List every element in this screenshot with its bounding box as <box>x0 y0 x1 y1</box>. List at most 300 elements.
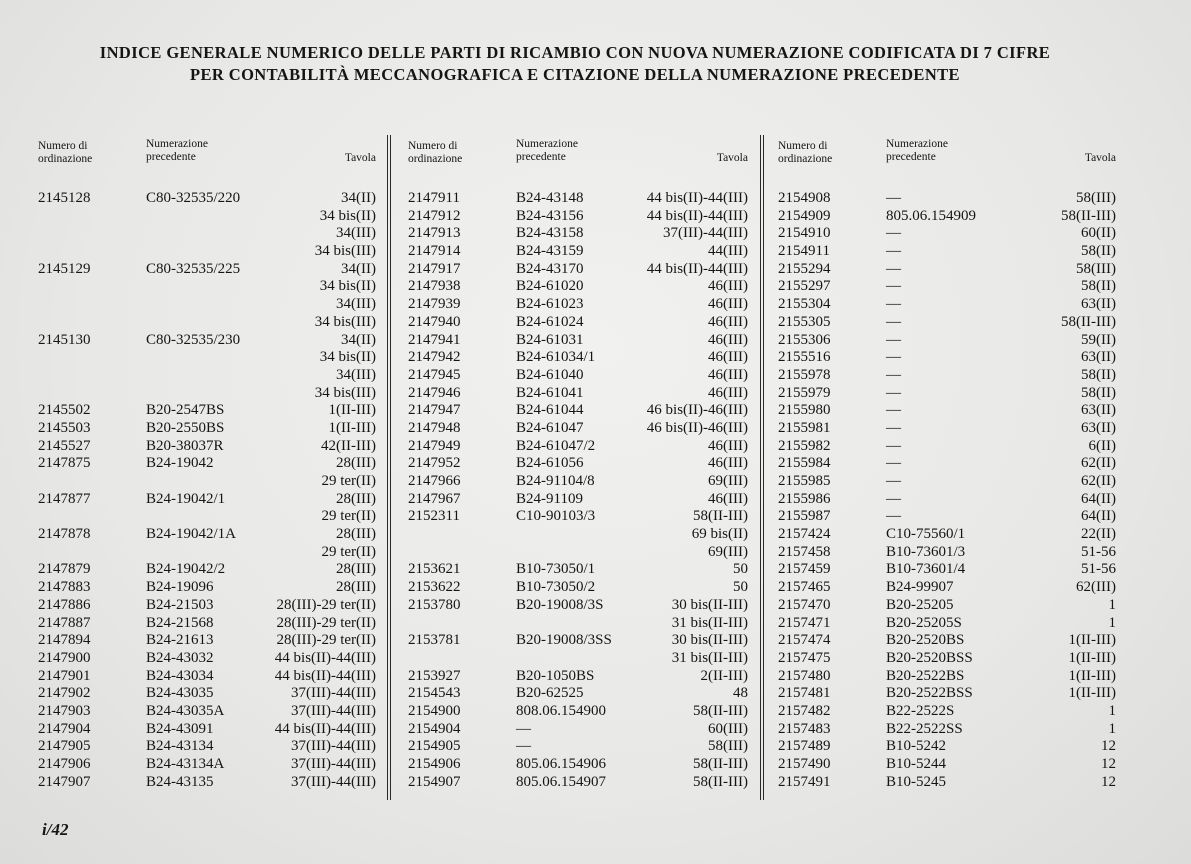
table-row <box>408 703 748 721</box>
order-number-cell: 2155978 <box>778 366 831 383</box>
table-row <box>778 349 1116 367</box>
table-row <box>38 385 376 403</box>
table-row <box>38 420 376 438</box>
table-row <box>408 668 748 686</box>
table-row <box>408 420 748 438</box>
table-row <box>408 349 748 367</box>
tavola-cell: 28(III) <box>336 526 376 543</box>
tavola-cell: 6(II) <box>1088 437 1116 454</box>
table-row <box>778 296 1116 314</box>
tavola-cell: 46(III) <box>708 455 748 472</box>
tavola-cell: 37(III)-44(III) <box>291 738 376 755</box>
order-number-cell: 2154906 <box>408 756 461 772</box>
table-row <box>408 296 748 314</box>
tavola-cell: 46 bis(II)-46(III) <box>646 402 748 419</box>
table-row <box>38 668 376 686</box>
previous-number-cell: B24-43148 <box>516 190 584 206</box>
table-row <box>778 685 1116 703</box>
previous-number-cell: B24-61031 <box>516 331 584 348</box>
previous-number-cell: B20-25205S <box>886 614 962 631</box>
previous-number-cell: B24-19042/1A <box>146 526 236 543</box>
header-ordinazione: Numero di ordinazione <box>38 140 93 165</box>
table-row <box>778 455 1116 473</box>
table-row <box>38 561 376 579</box>
table-row <box>38 615 376 633</box>
table-row <box>408 544 748 562</box>
order-number-cell: 2145503 <box>38 419 91 436</box>
order-number-cell: 2157480 <box>778 667 831 684</box>
previous-number-cell: B24-19042/2 <box>146 561 226 578</box>
tavola-cell: 28(III) <box>336 455 376 472</box>
tavola-cell: 30 bis(II-III) <box>671 632 748 649</box>
tavola-cell: 44 bis(II)-44(III) <box>274 667 376 684</box>
table-row <box>778 738 1116 756</box>
previous-number-cell: B24-43035A <box>146 702 225 719</box>
table-row <box>778 402 1116 420</box>
order-number-cell: 2147942 <box>408 349 461 366</box>
order-number-cell: 2157482 <box>778 702 831 719</box>
order-number-cell: 2147906 <box>38 756 91 772</box>
previous-number-cell: B24-43170 <box>516 260 584 277</box>
order-number-cell: 2147911 <box>408 190 460 206</box>
order-number-cell: 2157465 <box>778 579 831 596</box>
table-row <box>408 225 748 243</box>
tavola-cell: 63(II) <box>1081 419 1116 436</box>
previous-number-cell: — <box>886 437 901 454</box>
tavola-cell: 34 bis(II) <box>319 349 376 366</box>
table-row <box>38 685 376 703</box>
previous-number-cell: B24-61047/2 <box>516 437 596 454</box>
tavola-cell: 1(II-III) <box>1068 667 1116 684</box>
tavola-cell: 59(II) <box>1081 331 1116 348</box>
order-number-cell: 2157489 <box>778 738 831 755</box>
previous-number-cell: B20-2550BS <box>146 419 225 436</box>
tavola-cell: 29 ter(II) <box>321 473 376 489</box>
previous-number-cell: B22-2522S <box>886 702 955 719</box>
column-separator <box>387 135 391 800</box>
tavola-cell: 62(II) <box>1081 473 1116 489</box>
previous-number-cell: — <box>886 490 901 507</box>
tavola-cell: 60(III) <box>708 720 748 737</box>
table-row <box>408 261 748 279</box>
previous-number-cell: B20-19008/3SS <box>516 632 612 649</box>
order-number-cell: 2155297 <box>778 278 831 295</box>
order-number-cell: 2155306 <box>778 331 831 348</box>
previous-number-cell: — <box>886 278 901 295</box>
page-number: i/42 <box>42 820 69 839</box>
tavola-cell: 34(II) <box>341 331 376 348</box>
tavola-cell: 37(III)-44(III) <box>291 685 376 702</box>
order-number-cell: 2147912 <box>408 207 461 224</box>
order-number-cell: 2153927 <box>408 667 461 684</box>
previous-number-cell: C10-75560/1 <box>886 526 966 543</box>
table-row <box>408 402 748 420</box>
previous-number-cell: — <box>886 366 901 383</box>
order-number-cell: 2155304 <box>778 296 831 313</box>
order-number-cell: 2147938 <box>408 278 461 295</box>
table-row <box>408 243 748 261</box>
table-row <box>778 703 1116 721</box>
previous-number-cell: — <box>886 243 901 260</box>
order-number-cell: 2157458 <box>778 543 831 560</box>
previous-number-cell: B24-43134A <box>146 756 225 772</box>
previous-number-cell: B10-5244 <box>886 756 946 772</box>
tavola-cell: 63(II) <box>1081 349 1116 366</box>
previous-number-cell: B20-2520BSS <box>886 649 973 666</box>
order-number-cell: 2155305 <box>778 313 831 330</box>
previous-number-cell: — <box>886 190 901 206</box>
header-precedente: Numerazione precedente <box>516 138 578 163</box>
table-row <box>778 367 1116 385</box>
order-number-cell: 2145130 <box>38 331 91 348</box>
order-number-cell: 2147949 <box>408 437 461 454</box>
order-number-cell: 2153780 <box>408 596 461 613</box>
order-number-cell: 2157475 <box>778 649 831 666</box>
tavola-cell: 34(III) <box>336 225 376 242</box>
table-row <box>408 455 748 473</box>
order-number-cell: 2155986 <box>778 490 831 507</box>
tavola-cell: 1 <box>1108 596 1116 613</box>
order-number-cell: 2157459 <box>778 561 831 578</box>
table-row <box>38 261 376 279</box>
previous-number-cell: — <box>886 349 901 366</box>
tavola-cell: 63(II) <box>1081 296 1116 313</box>
previous-number-cell: C80-32535/225 <box>146 260 241 277</box>
previous-number-cell: 808.06.154900 <box>516 702 606 719</box>
table-row <box>408 632 748 650</box>
table-row <box>778 561 1116 579</box>
table-row <box>38 579 376 597</box>
order-number-cell: 2147905 <box>38 738 91 755</box>
table-row <box>778 579 1116 597</box>
order-number-cell: 2145502 <box>38 402 91 419</box>
previous-number-cell: B10-73050/1 <box>516 561 596 578</box>
table-row <box>38 402 376 420</box>
tavola-cell: 46(III) <box>708 278 748 295</box>
order-number-cell: 2157474 <box>778 632 831 649</box>
order-number-cell: 2147947 <box>408 402 461 419</box>
table-row <box>408 491 748 509</box>
previous-number-cell: B24-61044 <box>516 402 584 419</box>
tavola-cell: 34(III) <box>336 296 376 313</box>
previous-number-cell: C80-32535/230 <box>146 331 241 348</box>
table-row <box>778 208 1116 226</box>
table-row <box>408 615 748 633</box>
previous-number-cell: B24-91109 <box>516 490 583 507</box>
order-number-cell: 2157490 <box>778 756 831 772</box>
tavola-cell: 44 bis(II)-44(III) <box>274 720 376 737</box>
table-row <box>408 367 748 385</box>
tavola-cell: 46 bis(II)-46(III) <box>646 419 748 436</box>
table-row <box>38 190 376 208</box>
order-number-cell: 2157491 <box>778 773 831 790</box>
table-row <box>778 438 1116 456</box>
order-number-cell: 2145129 <box>38 260 91 277</box>
table-row <box>778 332 1116 350</box>
order-number-cell: 2147914 <box>408 243 461 260</box>
order-number-cell: 2145128 <box>38 190 91 206</box>
table-row <box>778 650 1116 668</box>
previous-number-cell: B24-19042 <box>146 455 214 472</box>
order-number-cell: 2147913 <box>408 225 461 242</box>
table-row <box>778 385 1116 403</box>
previous-number-cell: B24-21503 <box>146 596 214 613</box>
table-row <box>408 561 748 579</box>
table-column-2 <box>408 138 748 791</box>
table-column-3 <box>778 138 1116 791</box>
order-number-cell: 2147967 <box>408 490 461 507</box>
tavola-cell: 58(II-III) <box>693 756 748 772</box>
header-precedente: Numerazione precedente <box>886 138 948 163</box>
previous-number-cell: B24-43156 <box>516 207 584 224</box>
order-number-cell: 2154907 <box>408 773 461 790</box>
tavola-cell: 12 <box>1101 738 1116 755</box>
tavola-cell: 46(III) <box>708 366 748 383</box>
order-number-cell: 2157481 <box>778 685 831 702</box>
tavola-cell: 28(III) <box>336 561 376 578</box>
previous-number-cell: B24-61020 <box>516 278 584 295</box>
previous-number-cell: 805.06.154909 <box>886 207 976 224</box>
tavola-cell: 1(II-III) <box>328 419 376 436</box>
tavola-cell: 12 <box>1101 756 1116 772</box>
order-number-cell: 2155987 <box>778 508 831 525</box>
previous-number-cell: B24-61047 <box>516 419 584 436</box>
order-number-cell: 2157424 <box>778 526 831 543</box>
tavola-cell: 58(II-III) <box>693 702 748 719</box>
previous-number-cell: B24-43158 <box>516 225 584 242</box>
previous-number-cell: B10-73601/3 <box>886 543 966 560</box>
table-row <box>38 491 376 509</box>
order-number-cell: 2147917 <box>408 260 461 277</box>
table-row <box>778 278 1116 296</box>
tavola-cell: 62(II) <box>1081 455 1116 472</box>
table-row <box>778 756 1116 774</box>
table-row <box>408 526 748 544</box>
order-number-cell: 2157483 <box>778 720 831 737</box>
tavola-cell: 34 bis(III) <box>314 313 376 330</box>
table-row <box>38 544 376 562</box>
order-number-cell: 2147877 <box>38 490 91 507</box>
table-row <box>38 438 376 456</box>
order-number-cell: 2147907 <box>38 773 91 790</box>
table-row <box>408 738 748 756</box>
table-row <box>38 314 376 332</box>
order-number-cell: 2147900 <box>38 649 91 666</box>
tavola-cell: 44 bis(II)-44(III) <box>646 190 748 206</box>
order-number-cell: 2154543 <box>408 685 461 702</box>
previous-number-cell: B20-1050BS <box>516 667 595 684</box>
order-number-cell: 2147883 <box>38 579 91 596</box>
table-row <box>408 190 748 208</box>
table-row <box>38 208 376 226</box>
order-number-cell: 2155516 <box>778 349 831 366</box>
order-number-cell: 2155982 <box>778 437 831 454</box>
table-row <box>408 332 748 350</box>
tavola-cell: 46(III) <box>708 349 748 366</box>
table-row <box>38 278 376 296</box>
tavola-cell: 28(III) <box>336 579 376 596</box>
tavola-cell: 1(II-III) <box>1068 632 1116 649</box>
order-number-cell: 2154900 <box>408 702 461 719</box>
table-row <box>778 721 1116 739</box>
previous-number-cell: 805.06.154907 <box>516 773 606 790</box>
tavola-cell: 1(II-III) <box>1068 685 1116 702</box>
order-number-cell: 2147879 <box>38 561 91 578</box>
previous-number-cell: B24-91104/8 <box>516 473 595 489</box>
table-row <box>408 721 748 739</box>
previous-number-cell: B24-61040 <box>516 366 584 383</box>
order-number-cell: 2155984 <box>778 455 831 472</box>
table-row <box>38 774 376 792</box>
previous-number-cell: B24-19042/1 <box>146 490 226 507</box>
order-number-cell: 2154905 <box>408 738 461 755</box>
tavola-cell: 1 <box>1108 614 1116 631</box>
header-tavola: Tavola <box>344 152 376 164</box>
order-number-cell: 2147946 <box>408 384 461 401</box>
tavola-cell: 69(III) <box>708 473 748 489</box>
tavola-cell: 58(III) <box>1076 190 1116 206</box>
table-row <box>778 544 1116 562</box>
table-rows <box>38 190 376 791</box>
previous-number-cell: B24-99907 <box>886 579 954 596</box>
tavola-cell: 58(III) <box>708 738 748 755</box>
table-row <box>38 367 376 385</box>
previous-number-cell: C10-90103/3 <box>516 508 596 525</box>
tavola-cell: 58(II-III) <box>693 773 748 790</box>
previous-number-cell: B20-25205 <box>886 596 954 613</box>
tavola-cell: 50 <box>733 561 748 578</box>
order-number-cell: 2147875 <box>38 455 91 472</box>
order-number-cell: 2155981 <box>778 419 831 436</box>
tavola-cell: 58(II) <box>1081 243 1116 260</box>
table-row <box>38 597 376 615</box>
header-tavola: Tavola <box>1084 152 1116 164</box>
tavola-cell: 34(III) <box>336 366 376 383</box>
tavola-cell: 1 <box>1108 702 1116 719</box>
order-number-cell: 2147948 <box>408 419 461 436</box>
title-line-1: INDICE GENERALE NUMERICO DELLE PARTI DI RICAMBIO CON NUOVA NUMERAZIONE CODIFICATA DI 7 CIFRE <box>99 43 1051 62</box>
previous-number-cell: B24-43032 <box>146 649 214 666</box>
tavola-cell: 30 bis(II-III) <box>671 596 748 613</box>
tavola-cell: 12 <box>1101 773 1116 790</box>
tavola-cell: 44 bis(II)-44(III) <box>646 207 748 224</box>
previous-number-cell: B24-61034/1 <box>516 349 596 366</box>
order-number-cell: 2153781 <box>408 632 461 649</box>
tavola-cell: 28(III)-29 ter(II) <box>276 596 376 613</box>
tavola-cell: 46(III) <box>708 490 748 507</box>
table-row <box>408 473 748 491</box>
tavola-cell: 48 <box>733 685 748 702</box>
order-number-cell: 2155294 <box>778 260 831 277</box>
previous-number-cell: — <box>886 296 901 313</box>
order-number-cell: 2147945 <box>408 366 461 383</box>
previous-number-cell: B20-2522BS <box>886 667 965 684</box>
table-row <box>778 632 1116 650</box>
tavola-cell: 44(III) <box>708 243 748 260</box>
previous-number-cell: — <box>886 455 901 472</box>
table-row <box>778 668 1116 686</box>
tavola-cell: 29 ter(II) <box>321 508 376 525</box>
previous-number-cell: — <box>886 313 901 330</box>
order-number-cell: 2147886 <box>38 596 91 613</box>
table-row <box>38 650 376 668</box>
table-row <box>778 261 1116 279</box>
previous-number-cell: B20-19008/3S <box>516 596 604 613</box>
previous-number-cell: — <box>516 720 531 737</box>
page-title <box>0 42 1150 86</box>
header-tavola: Tavola <box>716 152 748 164</box>
previous-number-cell: B20-2520BS <box>886 632 965 649</box>
previous-number-cell: — <box>886 419 901 436</box>
previous-number-cell: B24-61041 <box>516 384 584 401</box>
previous-number-cell: B24-21613 <box>146 632 214 649</box>
table-row <box>38 703 376 721</box>
previous-number-cell: B24-61024 <box>516 313 584 330</box>
tavola-cell: 34 bis(III) <box>314 384 376 401</box>
previous-number-cell: B22-2522SS <box>886 720 963 737</box>
previous-number-cell: B24-61056 <box>516 455 584 472</box>
order-number-cell: 2147902 <box>38 685 91 702</box>
previous-number-cell: — <box>886 473 901 489</box>
tavola-cell: 37(III)-44(III) <box>291 773 376 790</box>
table-row <box>408 314 748 332</box>
table-row <box>38 721 376 739</box>
previous-number-cell: B24-43135 <box>146 773 214 790</box>
table-row <box>408 508 748 526</box>
table-row <box>778 774 1116 792</box>
table-row <box>38 508 376 526</box>
order-number-cell: 2154911 <box>778 243 830 260</box>
table-row <box>778 597 1116 615</box>
previous-number-cell: C80-32535/220 <box>146 190 241 206</box>
order-number-cell: 2147940 <box>408 313 461 330</box>
tavola-cell: 46(III) <box>708 437 748 454</box>
tavola-cell: 37(III)-44(III) <box>291 702 376 719</box>
column-header <box>38 138 376 190</box>
tavola-cell: 34 bis(II) <box>319 278 376 295</box>
previous-number-cell: B10-5242 <box>886 738 946 755</box>
tavola-cell: 1(II-III) <box>1068 649 1116 666</box>
order-number-cell: 2147894 <box>38 632 91 649</box>
order-number-cell: 2155985 <box>778 473 831 489</box>
previous-number-cell: — <box>886 331 901 348</box>
order-number-cell: 2155980 <box>778 402 831 419</box>
column-header <box>778 138 1116 190</box>
order-number-cell: 2147878 <box>38 526 91 543</box>
table-row <box>778 190 1116 208</box>
table-row <box>38 473 376 491</box>
tavola-cell: 69 bis(II) <box>691 526 748 543</box>
previous-number-cell: B20-2522BSS <box>886 685 973 702</box>
table-rows <box>778 190 1116 791</box>
previous-number-cell: B20-2547BS <box>146 402 225 419</box>
table-row <box>38 225 376 243</box>
tavola-cell: 2(II-III) <box>700 667 748 684</box>
previous-number-cell: B10-73601/4 <box>886 561 966 578</box>
header-ordinazione: Numero di ordinazione <box>408 140 463 165</box>
tavola-cell: 64(II) <box>1081 490 1116 507</box>
previous-number-cell: B24-43134 <box>146 738 214 755</box>
order-number-cell: 2145527 <box>38 437 91 454</box>
table-row <box>778 225 1116 243</box>
table-row <box>408 685 748 703</box>
table-row <box>778 473 1116 491</box>
previous-number-cell: — <box>886 260 901 277</box>
table-row <box>778 615 1116 633</box>
order-number-cell: 2147901 <box>38 667 91 684</box>
previous-number-cell: — <box>886 225 901 242</box>
tavola-cell: 34(II) <box>341 260 376 277</box>
